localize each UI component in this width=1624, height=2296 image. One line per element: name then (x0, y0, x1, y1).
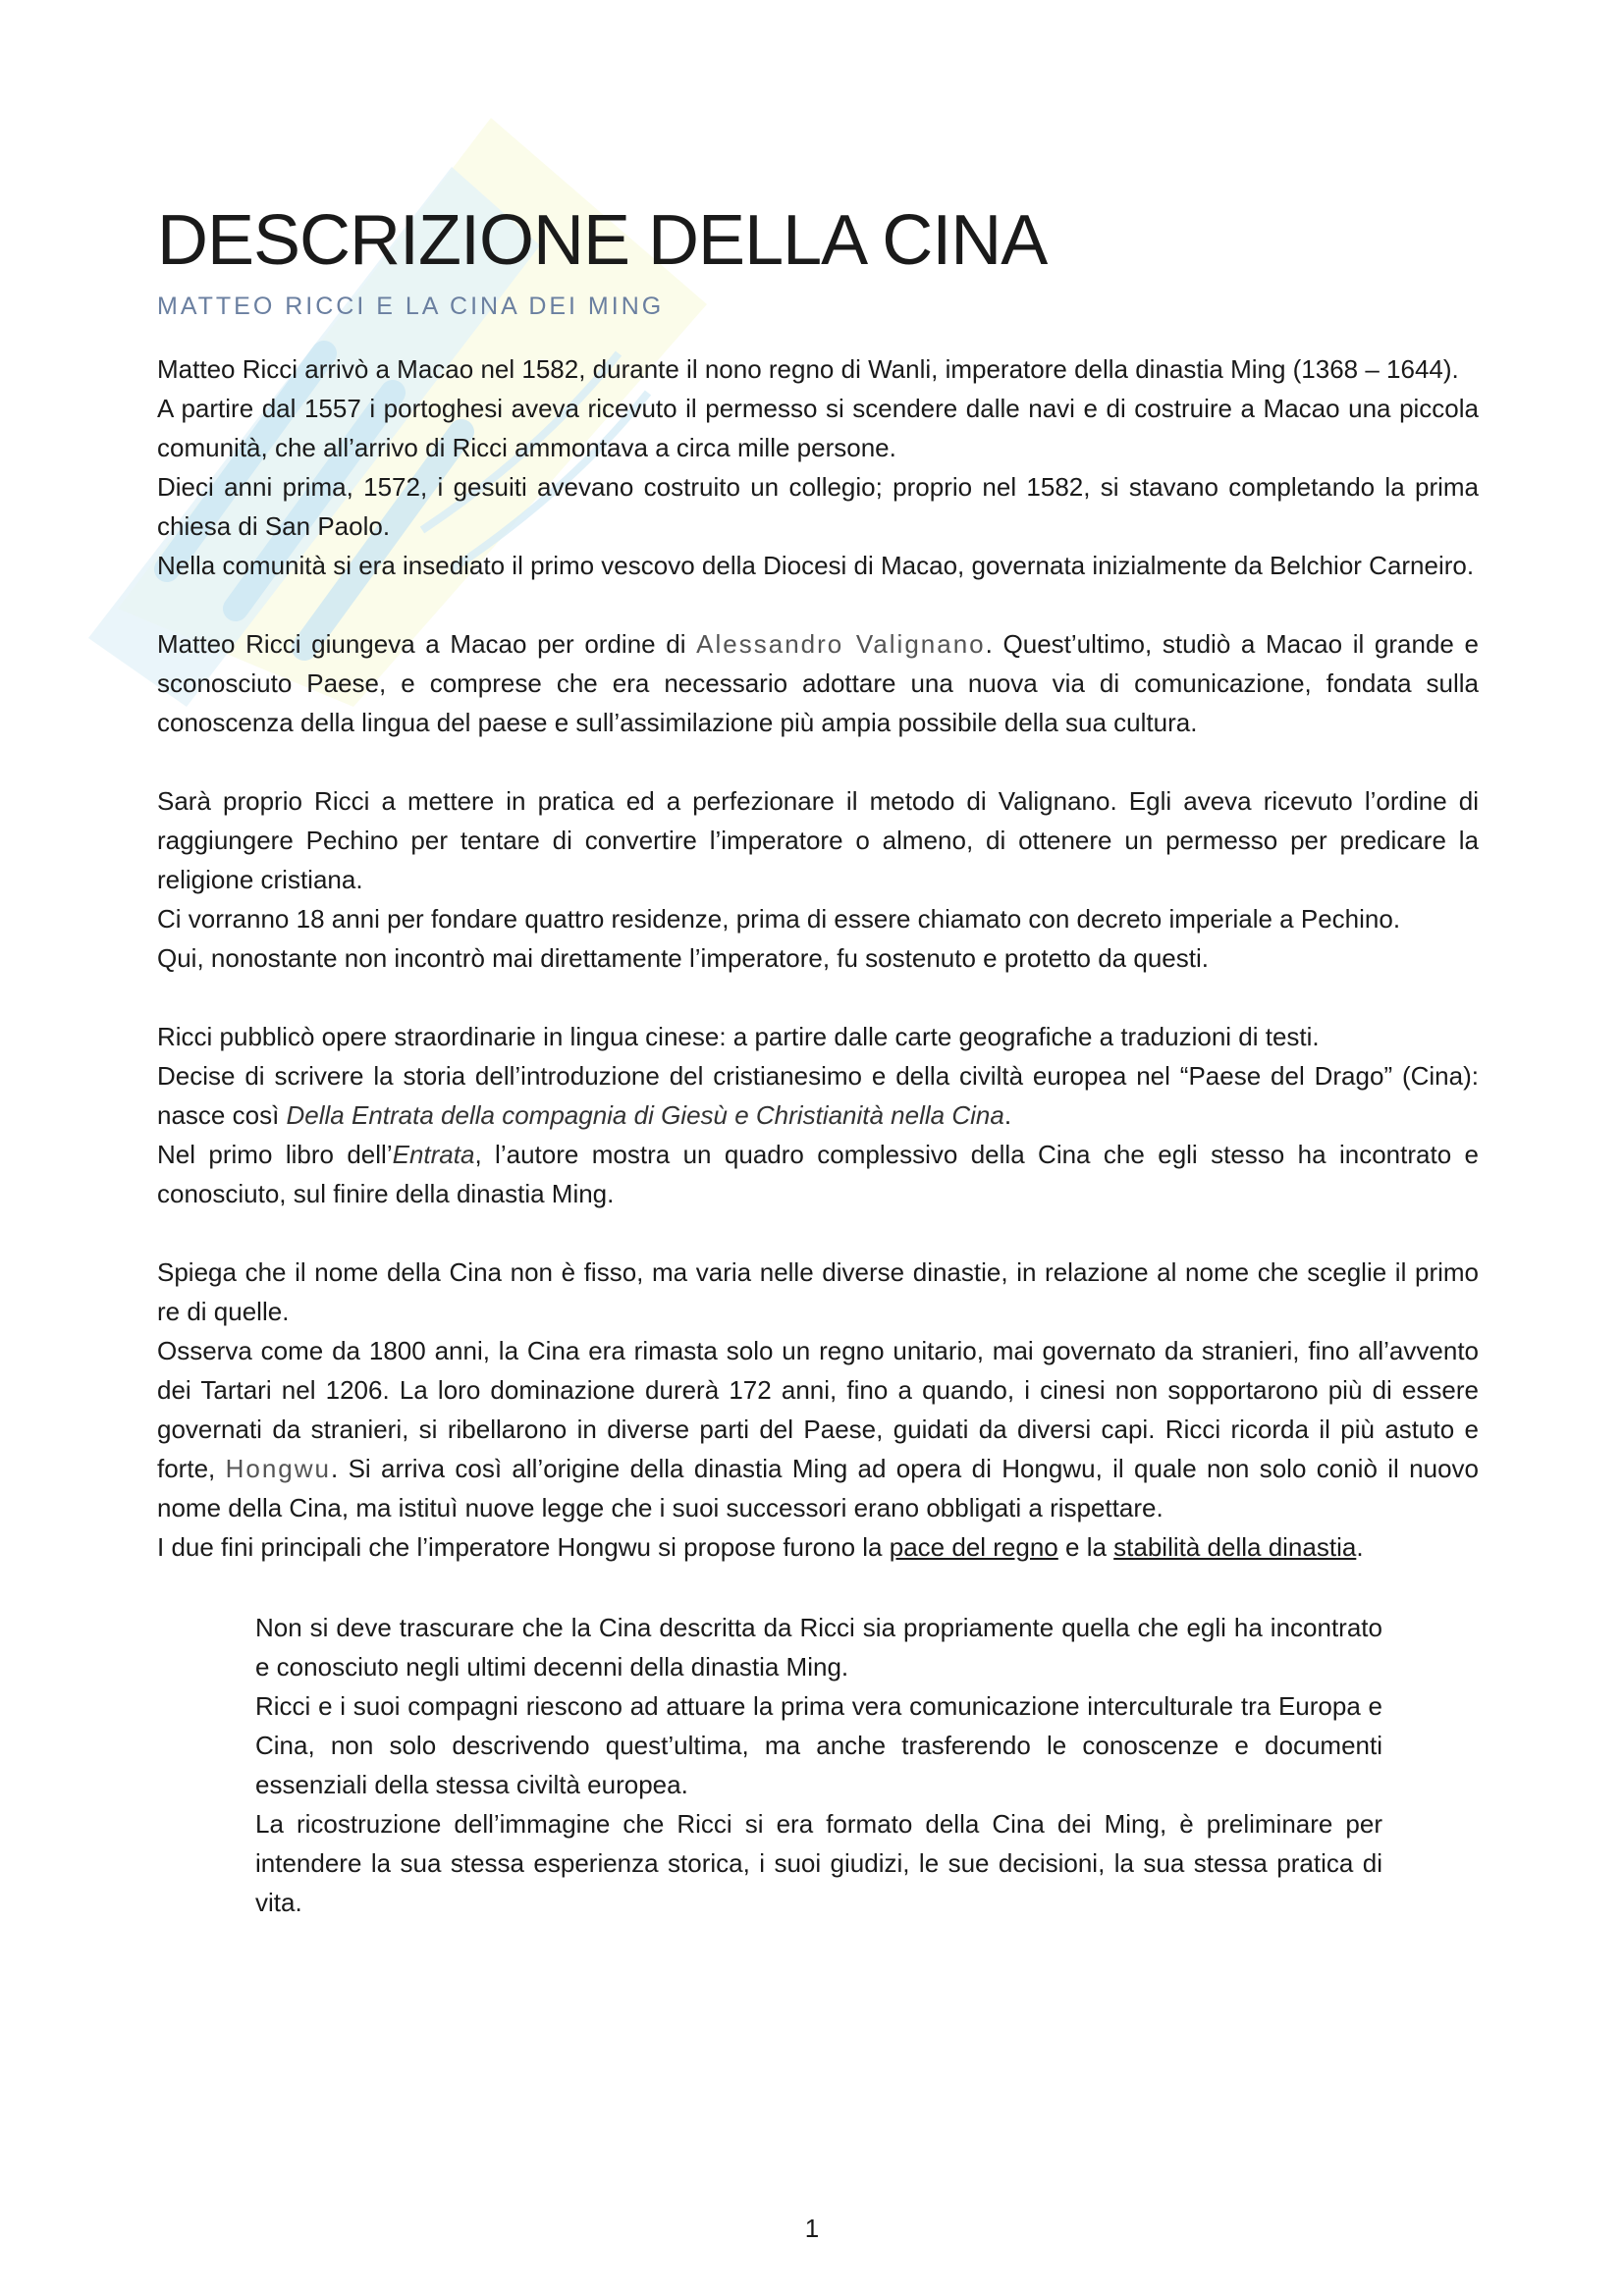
page-number: 1 (804, 2214, 820, 2243)
text-run: I due fini principali che l’imperatore Hongwu si propose furono la (157, 1532, 890, 1562)
text-run: . Si arriva così all’origine della dinastia Ming ad opera di Hongwu, il quale non solo coniò il nuovo nome della Cina, ma istituì nuove legge che i suoi successori erano obbligati a rispettare. (157, 1454, 1479, 1522)
book-title: Della Entrata della compagnia di Giesù e Christianità nella Cina (286, 1100, 1004, 1130)
underlined-term: pace del regno (889, 1532, 1058, 1562)
paragraph: Spiega che il nome della Cina non è fisso, ma varia nelle diverse dinastie, in relazione al nome che sceglie il primo re di quelle. (157, 1257, 1479, 1326)
text-run: Osserva come da 1800 anni, la Cina era rimasta solo un regno unitario, mai governato da stranieri, fino all’avvento dei Tartari nel 1206. La loro dominazione durerà 172 anni, fino a quando, i cinesi non sopportarono più di essere governati da stranieri, si ribellarono in diverse parti del Paese, guidati da diversi capi. Ricci ricorda il più astuto e forte, (157, 1336, 1479, 1483)
paragraph (157, 1056, 1479, 1135)
paragraph: Dieci anni prima, 1572, i gesuiti avevano costruito un collegio; proprio nel 1582, si stavano completando la prima chiesa di San Paolo. (157, 472, 1479, 541)
indented-quote (255, 1608, 1382, 1922)
text-run: . (1003, 1100, 1012, 1130)
paragraph: Qui, nonostante non incontrò mai direttamente l’imperatore, fu sostenuto e protetto da questi. (157, 943, 1209, 973)
paragraph: Nella comunità si era insediato il primo vescovo della Diocesi di Macao, governata inizialmente da Belchior Carneiro. (157, 551, 1475, 580)
text-run: Matteo Ricci giungeva a Macao per ordine di (157, 629, 697, 659)
person-name: Alessandro Valignano (696, 629, 986, 659)
person-name: Hongwu (225, 1454, 331, 1483)
quote-paragraph: La ricostruzione dell’immagine che Ricci si era formato della Cina dei Ming, è preliminare per intendere la sua stessa esperienza storica, i suoi giudizi, le sue decisioni, la sua stessa pratica di vita. (255, 1809, 1382, 1917)
paragraph (157, 1527, 1479, 1567)
text-run: Nel primo libro dell’ (157, 1140, 393, 1169)
paragraph: Matteo Ricci arrivò a Macao nel 1582, durante il nono regno di Wanli, imperatore della dinastia Ming (1368 – 1644). (157, 354, 1459, 384)
paragraph: Ricci pubblicò opere straordinarie in lingua cinese: a partire dalle carte geografiche a traduzioni di testi. (157, 1022, 1320, 1051)
quote-paragraph: Non si deve trascurare che la Cina descritta da Ricci sia propriamente quella che egli ha incontrato e conosciuto negli ultimi decenni della dinastia Ming. (255, 1613, 1382, 1682)
text-run: , l’autore mostra un quadro complessivo della Cina che egli stesso ha incontrato e conosciuto, sul finire della dinastia Ming. (157, 1140, 1480, 1208)
document-page (157, 196, 1479, 1922)
quote-paragraph: Ricci e i suoi compagni riescono ad attuare la prima vera comunicazione interculturale tra Europa e Cina, non solo descrivendo quest’ultima, ma anche trasferendo le conoscenze e documenti essenziali della stessa civiltà europea. (255, 1691, 1382, 1799)
paragraph (157, 624, 1479, 742)
text-run: Decise di scrivere la storia dell’introduzione del cristianesimo e della civiltà europea nel “Paese del Drago” (Cina): nasce così (157, 1061, 1479, 1130)
book-title: Entrata (392, 1140, 475, 1169)
underlined-term: stabilità della dinastia (1113, 1532, 1357, 1562)
text-run: . Quest’ultimo, studiò a Macao il grande e sconosciuto Paese, e comprese che era necessario adottare una nuova via di comunicazione, fondata sulla conoscenza della lingua del paese e sull’assimilazione più ampia possibile della sua cultura. (157, 629, 1480, 737)
paragraph: Ci vorranno 18 anni per fondare quattro residenze, prima di essere chiamato con decreto imperiale a Pechino. (157, 904, 1401, 934)
paragraph: A partire dal 1557 i portoghesi aveva ricevuto il permesso si scendere dalle navi e di costruire a Macao una piccola comunità, che all’arrivo di Ricci ammontava a circa mille persone. (157, 394, 1479, 462)
document-body (157, 349, 1479, 1567)
paragraph (157, 1331, 1479, 1527)
text-run: . (1356, 1532, 1364, 1562)
document-subtitle: MATTEO RICCI E LA CINA DEI MING (157, 293, 665, 320)
paragraph (157, 1135, 1479, 1213)
document-title: DESCRIZIONE DELLA CINA (157, 201, 1048, 280)
paragraph: Sarà proprio Ricci a mettere in pratica ed a perfezionare il metodo di Valignano. Egli aveva ricevuto l’ordine di raggiungere Pechino per tentare di convertire l’imperatore o almeno, di ottenere un permesso per predicare la religione cristiana. (157, 786, 1479, 894)
text-run: e la (1057, 1532, 1114, 1562)
